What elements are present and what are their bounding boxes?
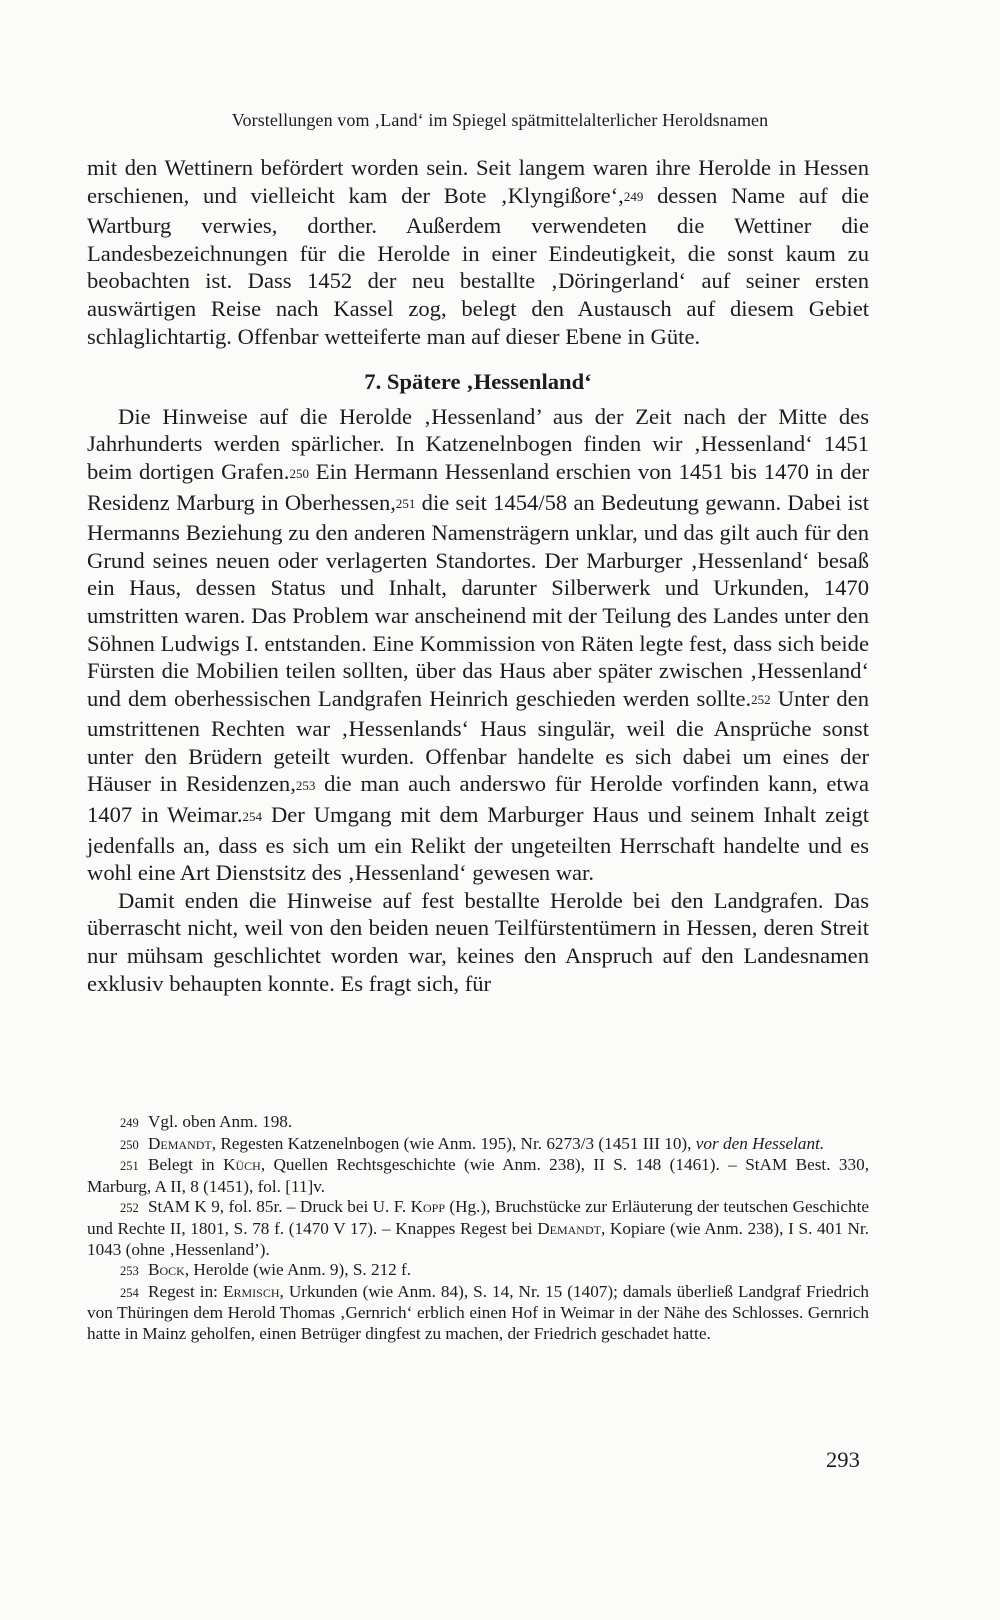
footnote-text: Regest in:	[148, 1281, 223, 1301]
footnote-text: Vgl. oben Anm. 198.	[148, 1112, 293, 1131]
footnote-text: Belegt in	[148, 1155, 224, 1175]
author-name: Kopp	[410, 1197, 446, 1217]
footnote-251	[87, 1155, 869, 1197]
footnote-252	[87, 1197, 869, 1260]
footnote-number: 249	[120, 1116, 139, 1130]
text-run: dessen Name auf die Wartburg verwies, dorther. Außerdem verwendeten die Wettiner die Landesbezeichnungen für die Herolde in einer Eindeutigkeit, die sonst kaum zu beobachten ist. Dass 1452 der neu bestallte ‚Döringerland‘ auf seiner ersten auswärtigen Reise nach Kassel zog, belegt den Austausch auf diesem Gebiet schlaglichtartig. Offenbar wetteiferte man auf dieser Ebene in Güte.	[87, 182, 869, 349]
paragraph-1	[87, 154, 869, 350]
text-run: Unter den umstrittenen Rechten war ‚Hessenlands‘ Haus singulär, weil die Ansprüche sonst unter den Brüdern geteilt wurden. Offenbar handelte es sich dabei um eines der Häuser in Residenzen,	[87, 685, 869, 797]
page-number: 293	[826, 1447, 860, 1472]
footnote-253	[87, 1260, 869, 1282]
paragraph-3: Damit enden die Hinweise auf fest bestallte Herolde bei den Landgrafen. Das überrascht nicht, weil von den beiden neuen Teilfürstentümern in Hessen, deren Streit nur mühsam geschlichtet worden war, keines den Anspruch auf den Landesnamen exklusiv behaupten konnte. Es fragt sich, für	[87, 887, 869, 996]
footnote-ref-251[interactable]: 251	[395, 496, 416, 512]
text-run: die man auch anderswo für Herolde vorfinden kann, etwa 1407 in Weimar.	[87, 771, 869, 828]
footnote-number: 252	[120, 1201, 139, 1216]
quote-italic: vor den Hesselant.	[695, 1133, 825, 1153]
author-name: Küch	[223, 1155, 261, 1175]
text-run: mit den Wettinern befördert worden sein. Seit langem waren ihre Herolde in Hessen erschienen, und vielleicht kam der Bote ‚Klyngißore‘,	[87, 155, 869, 208]
footnote-number: 253	[120, 1264, 139, 1279]
footnote-ref-250[interactable]: 250	[289, 465, 309, 481]
paragraph-2	[87, 403, 869, 887]
footnote-250	[87, 1134, 869, 1156]
footnotes	[87, 1112, 869, 1345]
author-name: Ermisch	[222, 1281, 280, 1301]
footnote-text: StAM K 9, fol. 85r. – Druck bei U. F.	[148, 1197, 411, 1217]
text-run: Die Hinweise auf die Herolde ‚Hessenland’ aus der Zeit nach der Mitte des Jahrhunderts werden spärlicher. In Katzenelnbogen finden wir ‚Hessenland‘ 1451 beim dortigen Grafen.	[87, 403, 869, 484]
section-heading: 7. Spätere ‚Hessenland‘	[364, 369, 592, 395]
text-run: die seit 1454/58 an Bedeutung gewann. Dabei ist Hermanns Beziehung zu den anderen Namensträgern unklar, und das gilt auch für den Grund seines neuen oder verlagerten Standortes. Der Marburger ‚Hessenland‘ besaß ein Haus, dessen Status und Inhalt, darunter Silberwerk und Urkunden, 1470 umstritten waren. Das Problem war anscheinend mit der Teilung des Landes unter den Söhnen Ludwigs I. entstanden. Eine Kommission von Räten legte fest, dass sich beide Fürsten die Mobilien teilen sollten, über das Haus aber später zwischen ‚Hessenland‘ und dem oberhessischen Landgrafen Heinrich geschieden werden sollte.	[87, 489, 869, 711]
footnote-ref-254[interactable]: 254	[242, 808, 263, 824]
footnote-number: 251	[120, 1159, 139, 1174]
author-name: Bock	[148, 1260, 185, 1280]
footnote-254	[87, 1282, 869, 1345]
footnote-text: (Hg.), Bruchstücke zur Erläuterung der teutschen Geschichte und Rechte II, 1801, S. 78 f. (1470 V 17). – Knappes Regest bei	[87, 1197, 869, 1238]
running-head: Vorstellungen vom ‚Land‘ im Spiegel spätmittelalterlicher Heroldsnamen	[231, 110, 769, 130]
footnote-text: , Kopiare (wie Anm. 238), I S. 401 Nr. 1043 (ohne ‚Hessenland’).	[87, 1218, 870, 1259]
footnote-text: , Regesten Katzenelnbogen (wie Anm. 195), Nr. 6273/3 (1451 III 10),	[211, 1133, 696, 1153]
footnote-text: , Herolde (wie Anm. 9), S. 212 f.	[184, 1260, 412, 1280]
footnote-ref-249[interactable]: 249	[623, 189, 644, 205]
main-text	[87, 154, 869, 997]
text-run: Der Umgang mit dem Marburger Haus und seinem Inhalt zeigt jedenfalls an, dass es sich um ein Relikt der ungeteilten Herrschaft handelte und es wohl eine Art Dienstsitz des ‚Hessenland‘ gewesen war.	[87, 802, 869, 886]
footnote-number: 254	[120, 1285, 139, 1300]
text-run: Ein Hermann Hessenland erschien von 1451 bis 1470 in der Residenz Marburg in Oberhessen,	[87, 458, 870, 515]
footnote-text: , Quellen Rechtsgeschichte (wie Anm. 238), II S. 148 (1461). – StAM Best. 330, Marburg, A II, 8 (1451), fol. [11]v.	[87, 1155, 869, 1196]
footnote-ref-252[interactable]: 252	[751, 692, 771, 708]
author-name: Demandt	[537, 1218, 601, 1238]
footnote-number: 250	[120, 1137, 139, 1152]
author-name: Demandt	[148, 1133, 212, 1153]
footnote-ref-253[interactable]: 253	[295, 778, 316, 794]
footnote-text: , Urkunden (wie Anm. 84), S. 14, Nr. 15 (1407); damals überließ Landgraf Friedrich von Thüringen dem Herold Thomas ‚Gernrich‘ erblich einen Hof in Weimar in der Nähe des Schlosses. Gernrich hatte in Mainz geholfen, einen Betrüger dingfest zu machen, der Friedrich geschadet hatte.	[87, 1281, 869, 1343]
footnote-249	[87, 1112, 869, 1134]
